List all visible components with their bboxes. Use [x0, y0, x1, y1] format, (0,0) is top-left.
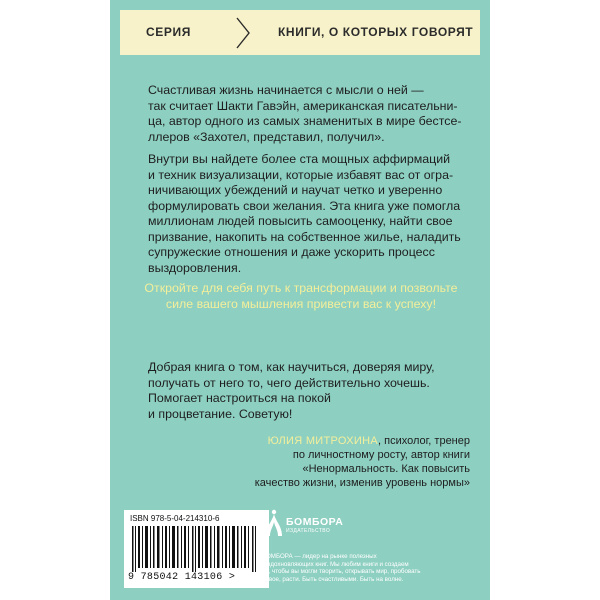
text-line: Откройте для себя путь к трансформации и позвольте — [144, 281, 458, 295]
text-line: супружеские отношения и даже ускорить процесс — [148, 245, 435, 259]
isbn-number: ISBN 978-5-04-214310-6 — [130, 514, 220, 523]
review-author-role: , психолог, тренер — [378, 435, 470, 447]
review-quote — [148, 360, 435, 422]
publisher-name: БОМБОРА — [286, 516, 344, 528]
description-paragraph — [148, 152, 461, 276]
series-label: СЕРИЯ — [146, 25, 191, 39]
book-back-cover — [110, 0, 490, 600]
series-band — [120, 10, 480, 55]
publisher-subtitle: ИЗДАТЕЛЬСТВО — [286, 528, 331, 534]
chevron-right-icon — [235, 16, 251, 50]
text-line: их, чтобы вы могли творить, открывать мир, пробовать — [262, 568, 421, 576]
text-line: выздоровления. — [148, 260, 242, 275]
text-line: ничивающих убеждений и научат четко и уверенно — [148, 183, 443, 197]
text-line: ца, автор одного из самых знаменитых в мире бестсе- — [148, 114, 462, 128]
text-line: новое, расти. Быть счастливыми. Быть на волне. — [262, 575, 404, 583]
text-line: Помогает настроиться на покой — [148, 391, 331, 405]
text-line: получать от него то, чего действительно хочешь. — [148, 375, 430, 390]
text-line: Добрая книга о том, как научиться, доверяя миру, — [148, 360, 435, 374]
text-line: призвание, накопить на собственное жилье, наладить — [148, 229, 461, 244]
intro-paragraph — [148, 83, 461, 145]
text-line: формулировать свои желания. Эта книга уже помогла — [148, 198, 461, 213]
highlight-text — [140, 281, 462, 312]
text-line: миллионам людей повысить самооценку, найти свое — [148, 214, 453, 228]
text-line: и вдохновляющих книг. Мы любим книги и создаем — [262, 560, 409, 568]
barcode-digits: 9 785042 143106 > — [128, 572, 236, 583]
barcode-icon — [132, 526, 262, 572]
text-line: так считает Шакти Гавэйн, американская писательни- — [148, 98, 458, 113]
bombora-logo-icon — [262, 508, 286, 538]
text-line: и процветание. Советую! — [148, 406, 293, 421]
review-author-name: ЮЛИЯ МИТРОХИНА — [267, 435, 378, 447]
text-line: Внутри вы найдете более ста мощных аффирмаций — [148, 152, 451, 166]
text-line: и техник визуализации, которые избавят вас от огра- — [148, 167, 454, 182]
text-line: Счастливая жизнь начинается с мысли о ней — — [148, 83, 424, 97]
publisher-description — [262, 553, 480, 583]
text-line: «Ненормальность. Как повысить — [302, 463, 470, 475]
text-line: ллеров «Захотел, представил, получил». — [148, 129, 385, 144]
text-line: силе вашего мышления привести вас к успеху! — [165, 296, 437, 311]
barcode-block — [124, 510, 269, 588]
text-line: качество жизни, изменив уровень нормы» — [254, 477, 470, 489]
review-attribution — [210, 434, 470, 490]
series-name: КНИГИ, О КОТОРЫХ ГОВОРЯТ — [278, 25, 474, 39]
text-line: по личностному росту, автор книги — [292, 449, 470, 461]
text-line: БОМБОРА — лидер на рынке полезных — [262, 553, 377, 560]
